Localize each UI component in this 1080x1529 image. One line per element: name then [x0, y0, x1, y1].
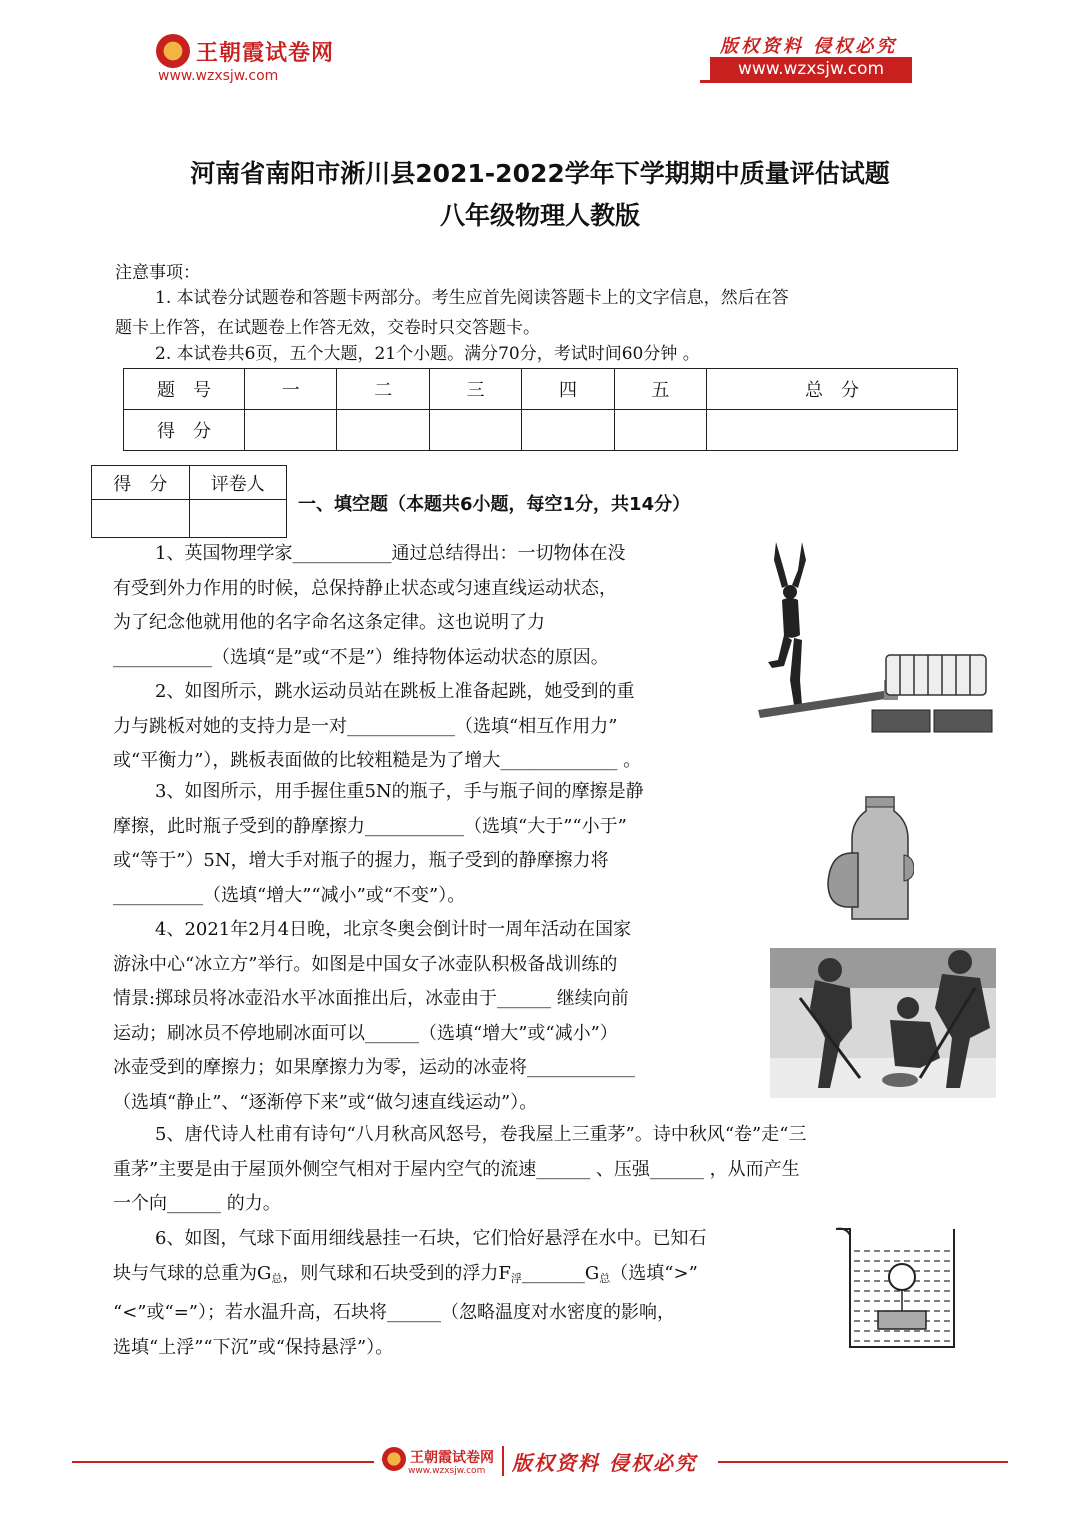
- section-heading: 一、填空题（本题共6小题，每空1分，共14分）: [298, 494, 691, 515]
- grader-table: [91, 465, 287, 538]
- table-cell: 三: [429, 369, 521, 410]
- score-field[interactable]: [522, 410, 614, 451]
- score-field[interactable]: [245, 410, 337, 451]
- curling-photo: [770, 948, 996, 1098]
- table-cell: 一: [245, 369, 337, 410]
- footer-logo-name: 王朝霞试卷网: [410, 1450, 494, 1466]
- beaker-figure: [832, 1225, 972, 1355]
- score-field[interactable]: [707, 410, 958, 451]
- page-subtitle: 八年级物理人教版: [439, 201, 640, 230]
- question-6: 6、如图，气球下面用细线悬挂一石块，它们恰好悬浮在水中。已知石 块与气球的总重为$G_总$，则气球和石块受到的浮力$F_浮\_\_\_\_\_\_\_G_总$（选填“>” “<”或“=”）；若水温升高，石块将______（忽略温度对水密度的影响， 选填“上浮”“下沉”或“保持悬浮”）。: [113, 1228, 707, 1358]
- question-3: 3、如图所示，用手握住重5N的瓶子，手与瓶子间的摩擦是静 摩擦，此时瓶子受到的静摩擦力___________（选填“大于”“小于” 或“等于”）5N，增大手对瓶子的握力，瓶子受到的静摩擦力将 __________（选填“增大”“减小”或“不变”）。: [113, 781, 644, 906]
- score-field[interactable]: [614, 410, 706, 451]
- page-title: 河南省南阳市淅川县2021-2022学年下学期期中质量评估试题: [190, 159, 890, 188]
- table-cell: 总 分: [707, 369, 958, 410]
- score-field[interactable]: [337, 410, 429, 451]
- notice-item-1: 1. 本试卷分试题卷和答题卡两部分。考生应首先阅读答题卡上的文字信息，然后在答 题卡上作答，在试题卷上作答无效，交卷时只交答题卡。: [115, 288, 789, 338]
- table-cell: 评卷人: [189, 466, 287, 500]
- hand-bottle-figure: [824, 795, 914, 925]
- table-cell: 二: [337, 369, 429, 410]
- copyright-notice: 版权资料 侵权必究: [720, 36, 898, 57]
- table-cell: 五: [614, 369, 706, 410]
- notice-item-2: 2. 本试卷共6页，五个大题，21个小题。满分70分，考试时间60分钟 。: [155, 344, 700, 364]
- url-badge[interactable]: www.wzxsjw.com: [710, 57, 912, 81]
- divider: [700, 80, 912, 83]
- grader-field[interactable]: [189, 500, 287, 538]
- logo-emblem-icon: [382, 1447, 406, 1471]
- logo-url: www.wzxsjw.com: [158, 68, 279, 84]
- footer-divider: [718, 1461, 1008, 1463]
- diver-springboard-figure: [758, 540, 998, 740]
- question-2: 2、如图所示，跳水运动员站在跳板上准备起跳，她受到的重 力与跳板对她的支持力是一对____________（选填“相互作用力” 或“平衡力”），跳板表面做的比较粗糙是为了增大_____________ 。: [113, 681, 642, 771]
- question-5: 5、唐代诗人杜甫有诗句“八月秋高风怒号，卷我屋上三重茅”。诗中秋风“卷”走“三 重茅”主要是由于屋顶外侧空气相对于屋内空气的流速______ 、压强______ ，从而产生 一个向______ 的力。: [113, 1124, 807, 1214]
- logo-emblem-icon: [156, 34, 190, 68]
- footer-copyright: 版权资料 侵权必究: [512, 1451, 697, 1475]
- logo-name: 王朝霞试卷网: [196, 41, 335, 66]
- score-field[interactable]: [92, 500, 190, 538]
- notice-heading: 注意事项：: [115, 263, 200, 283]
- table-cell: 题 号: [124, 369, 245, 410]
- footer-logo-url: www.wzxsjw.com: [408, 1466, 486, 1476]
- score-table: [123, 368, 958, 451]
- footer-divider: [72, 1461, 374, 1463]
- table-cell: 四: [522, 369, 614, 410]
- question-1: 1、英国物理学家___________通过总结得出：一切物体在没 有受到外力作用的时候，总保持静止状态或匀速直线运动状态， 为了纪念他就用他的名字命名这条定律。这也说明了力 ___________（选填“是”或“不是”）维持物体运动状态的原因。: [113, 543, 626, 668]
- divider: [502, 1446, 504, 1476]
- score-field[interactable]: [429, 410, 521, 451]
- table-cell: 得 分: [92, 466, 190, 500]
- question-4: 4、2021年2月4日晚，北京冬奥会倒计时一周年活动在国家 游泳中心“冰立方”举行。如图是中国女子冰壶队积极备战训练的 情景:掷球员将冰壶沿水平冰面推出后，冰壶由于______ 继续向前 运动；刷冰员不停地刷冰面可以______（选填“增大”或“减小”） 冰壶受到的摩擦力；如果摩擦力为零，运动的冰壶将____________ （选填“静止”、“逐渐停下来”或“做匀速直线运动”）。: [113, 919, 635, 1113]
- table-cell: 得 分: [124, 410, 245, 451]
